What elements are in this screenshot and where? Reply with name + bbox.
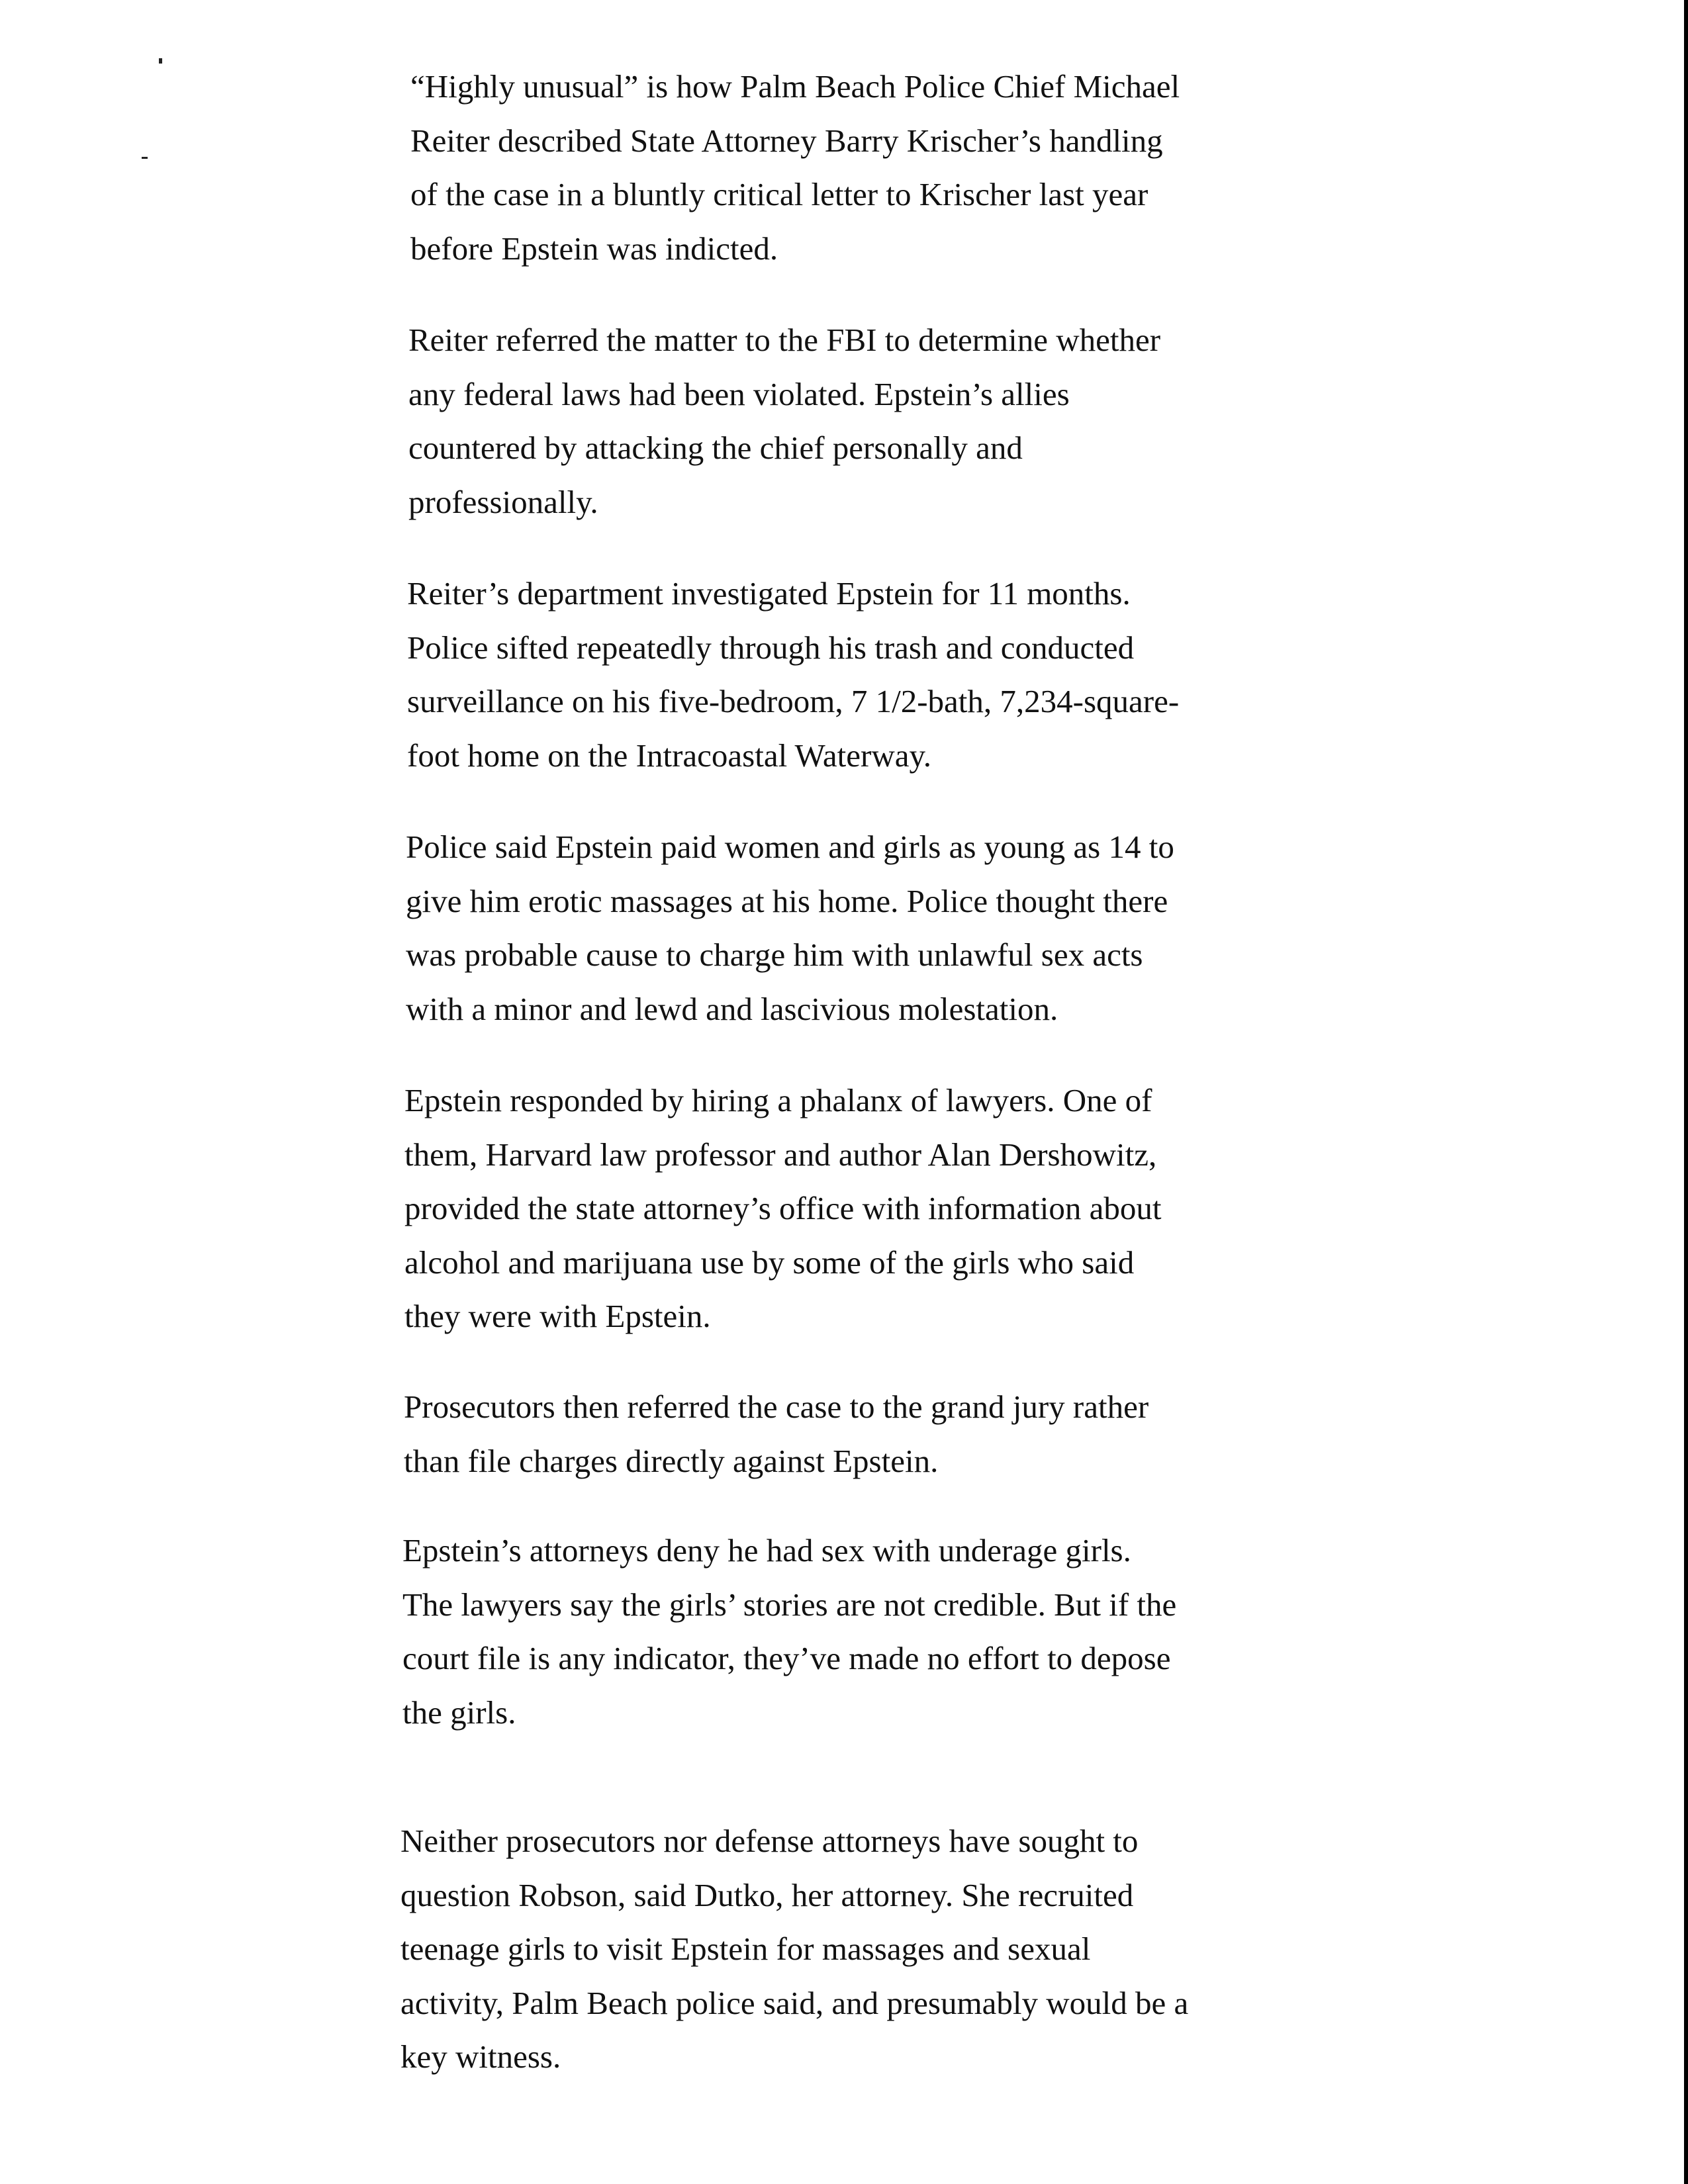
text-line: Reiter described State Attorney Barry Krischer’s handling — [410, 122, 1163, 159]
page-edge-border — [1684, 0, 1688, 2184]
text-line: any federal laws had been violated. Epstein’s allies — [408, 375, 1070, 412]
text-line: alcohol and marijuana use by some of the girls who said — [404, 1244, 1135, 1281]
text-line: teenage girls to visit Epstein for massages and sexual — [400, 1931, 1091, 1967]
paragraph — [408, 313, 1160, 529]
paragraph — [406, 820, 1174, 1036]
text-line: professionally. — [408, 483, 598, 520]
text-line: surveillance on his five-bedroom, 7 1/2-bath, 7,234-square- — [407, 683, 1180, 719]
text-line: Reiter referred the matter to the FBI to determine whether — [408, 322, 1161, 358]
text-line: Neither prosecutors nor defense attorneys have sought to — [400, 1823, 1139, 1859]
paragraph — [402, 1524, 1176, 1739]
paragraph — [400, 1814, 1188, 2084]
text-line: of the case in a bluntly critical letter to Krischer last year — [410, 176, 1149, 212]
text-line: than file charges directly against Epstein. — [404, 1442, 939, 1479]
text-line: The lawyers say the girls’ stories are not credible. But if the — [402, 1586, 1177, 1623]
text-line: the girls. — [402, 1694, 516, 1731]
scan-dash — [142, 157, 148, 159]
text-line: question Robson, said Dutko, her attorney. She recruited — [400, 1876, 1134, 1913]
text-line: Prosecutors then referred the case to the grand jury rather — [404, 1388, 1149, 1425]
paragraph — [410, 60, 1180, 275]
text-line: them, Harvard law professor and author Alan Dershowitz, — [404, 1136, 1157, 1173]
paragraph — [404, 1073, 1162, 1343]
text-line: they were with Epstein. — [404, 1298, 711, 1334]
text-line: provided the state attorney’s office with information about — [404, 1190, 1162, 1226]
text-line: Epstein’s attorneys deny he had sex with underage girls. — [402, 1532, 1131, 1569]
text-line: activity, Palm Beach police said, and presumably would be a — [400, 1984, 1189, 2021]
text-line: countered by attacking the chief personally and — [408, 430, 1023, 466]
paragraph — [407, 567, 1179, 782]
text-line: Police said Epstein paid women and girls as young as 14 to — [406, 829, 1174, 865]
text-line: give him erotic massages at his home. Police thought there — [406, 882, 1168, 919]
paragraph — [404, 1380, 1149, 1488]
text-line: was probable cause to charge him with unlawful sex acts — [406, 936, 1143, 973]
scan-speck — [159, 58, 162, 64]
text-line: foot home on the Intracoastal Waterway. — [407, 737, 932, 774]
text-line: with a minor and lewd and lascivious molestation. — [406, 990, 1058, 1027]
text-line: court file is any indicator, they’ve made no effort to depose — [402, 1640, 1171, 1676]
text-line: “Highly unusual” is how Palm Beach Police Chief Michael — [410, 68, 1180, 105]
text-line: Epstein responded by hiring a phalanx of lawyers. One of — [404, 1082, 1152, 1118]
text-line: key witness. — [400, 2038, 561, 2075]
text-line: before Epstein was indicted. — [410, 230, 778, 267]
text-line: Police sifted repeatedly through his trash and conducted — [407, 629, 1135, 666]
text-line: Reiter’s department investigated Epstein for 11 months. — [407, 575, 1131, 612]
